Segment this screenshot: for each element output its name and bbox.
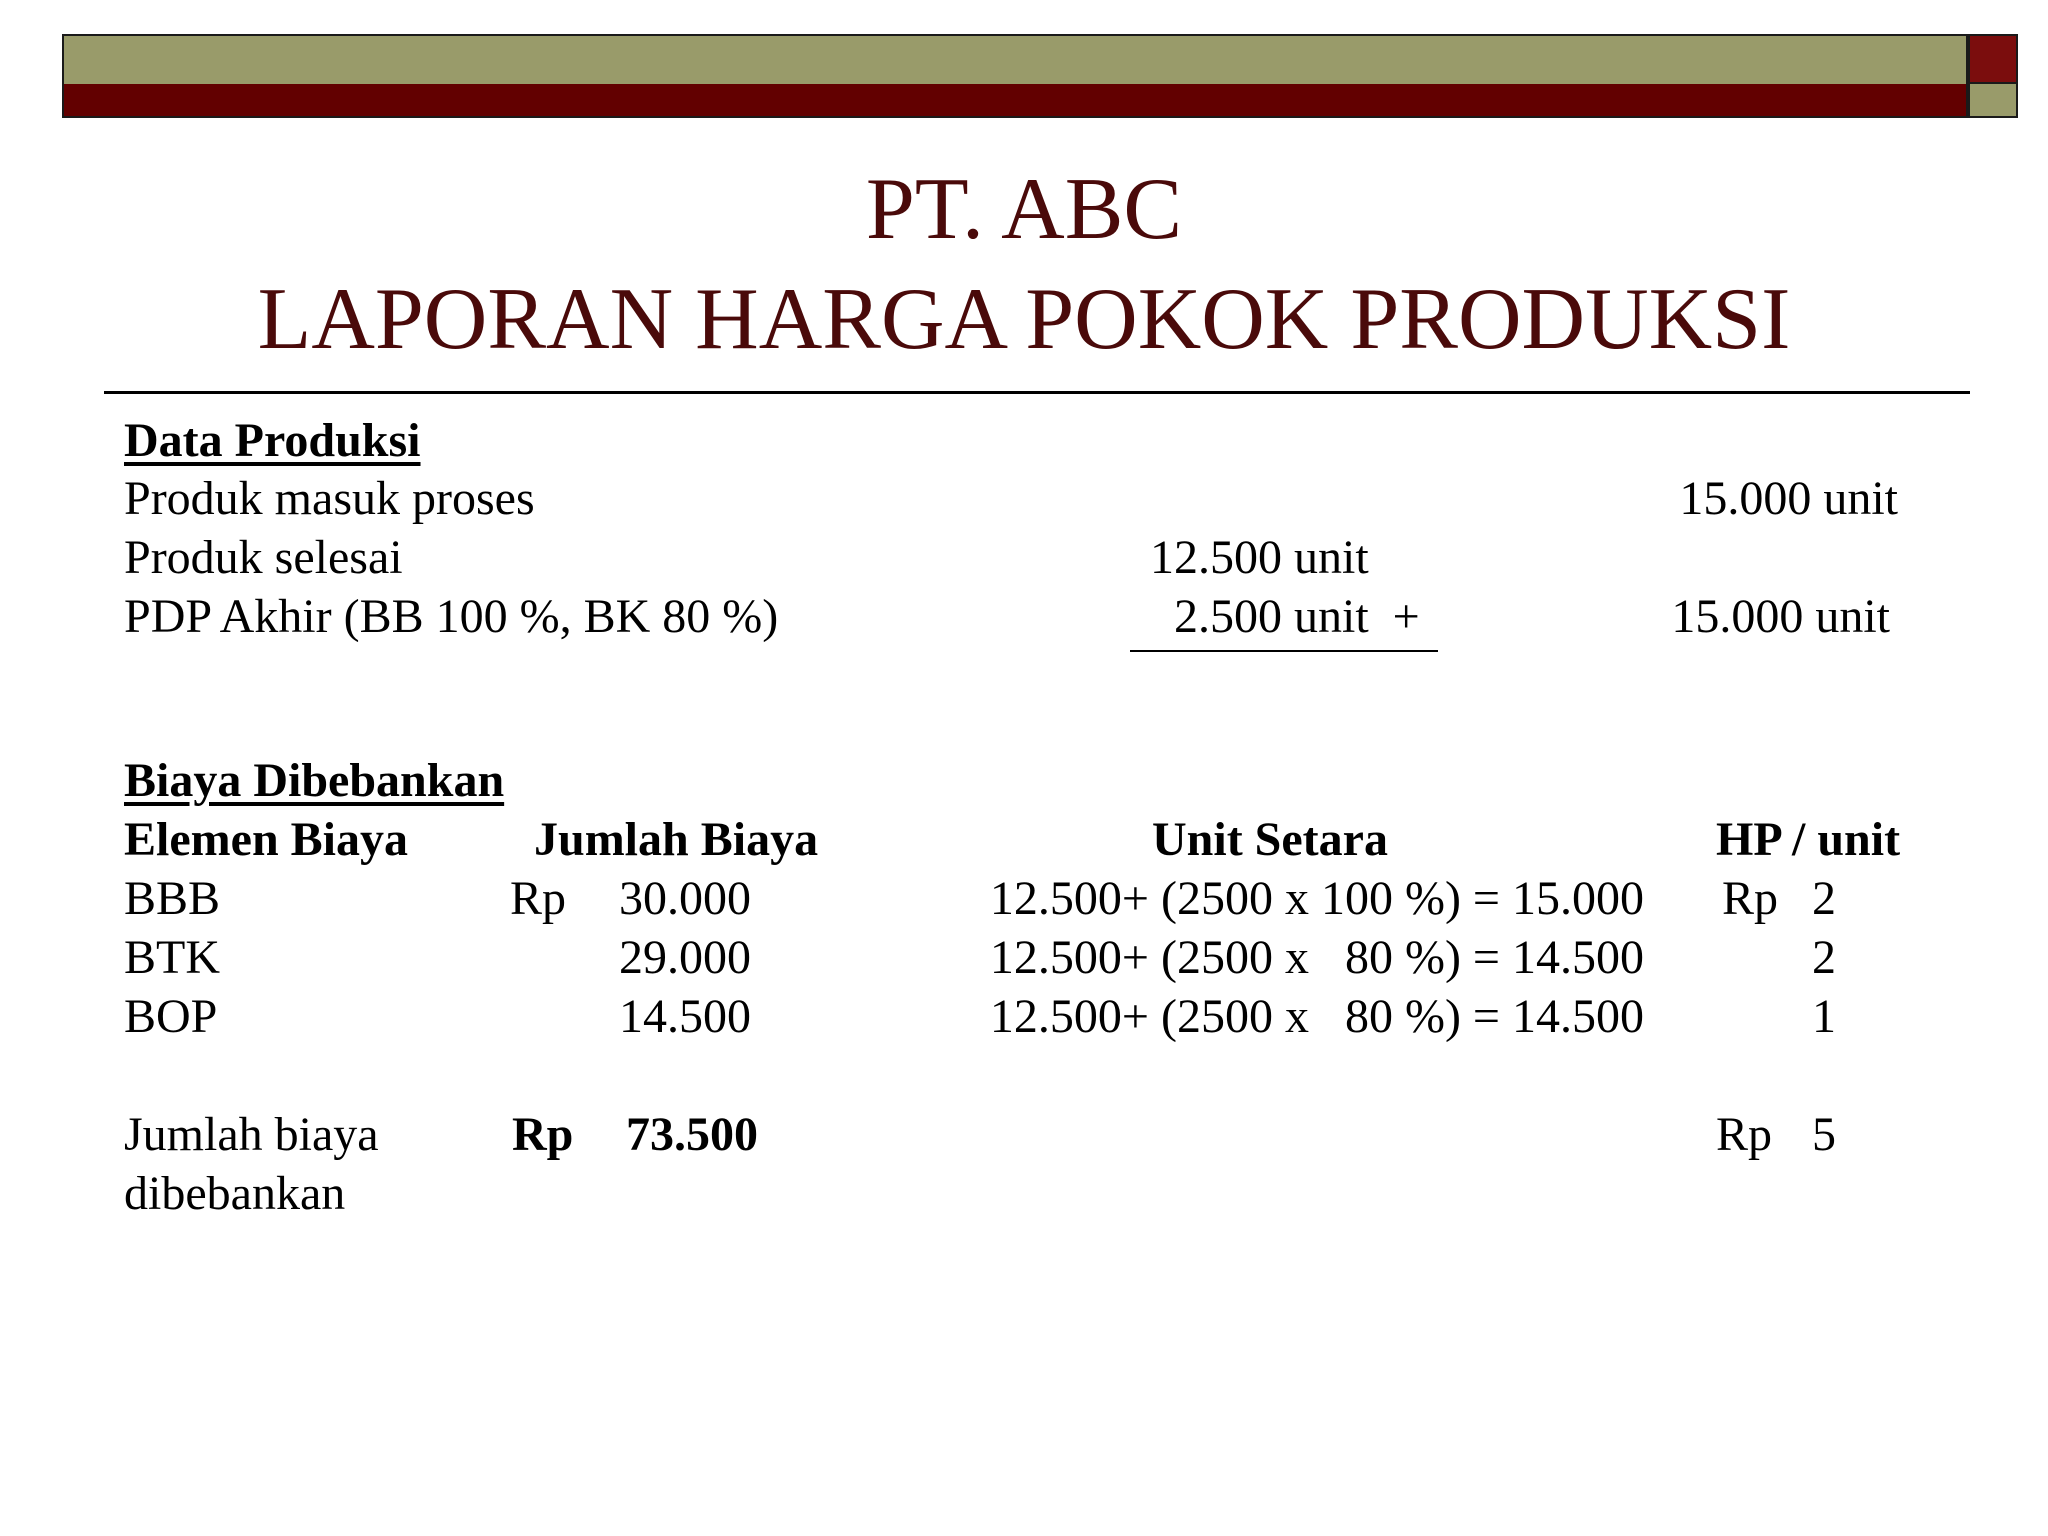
cost-row-rp: Rp: [510, 872, 567, 925]
header-bar-olive: [62, 34, 1968, 84]
row-value-produk-selesai: 12.500 unit: [1150, 531, 1369, 584]
cost-row-elemen: BTK: [124, 931, 220, 984]
slide-title-company: PT. ABC: [865, 161, 1183, 258]
total-rp: Rp: [512, 1108, 574, 1161]
sum-underline: [1130, 650, 1438, 652]
col-header-jumlah: Jumlah Biaya: [534, 813, 819, 866]
total-label-line2: dibebankan: [124, 1167, 346, 1220]
header-bar-maroon: [62, 84, 1968, 118]
total-hp: 5: [1812, 1108, 1836, 1161]
row-value-pdp-akhir: 2.500 unit +: [1174, 590, 1420, 643]
slide-title-report: LAPORAN HARGA POKOK PRODUKSI: [257, 271, 1791, 368]
cost-row-hp: 1: [1812, 990, 1836, 1043]
row-label-produk-masuk: Produk masuk proses: [124, 472, 535, 525]
cost-row-hp-rp: Rp: [1722, 872, 1779, 925]
col-header-unit-setara: Unit Setara: [1152, 813, 1388, 866]
col-header-hp-unit: HP / unit: [1716, 813, 1901, 866]
cost-row-hp: 2: [1812, 872, 1836, 925]
total-jumlah: 73.500: [626, 1108, 758, 1161]
header-square-olive: [1968, 84, 2018, 118]
row-value-produk-masuk: 15.000 unit: [1679, 472, 1898, 525]
cost-row-jumlah: 30.000: [619, 872, 751, 925]
section-heading-biaya: Biaya Dibebankan: [124, 754, 505, 807]
cost-row-unit-setara: 12.500+ (2500 x 80 %) = 14.500: [989, 990, 1644, 1043]
row-label-pdp-akhir: PDP Akhir (BB 100 %, BK 80 %): [124, 590, 779, 643]
total-hp-rp: Rp: [1716, 1108, 1773, 1161]
cost-row-elemen: BBB: [124, 872, 221, 925]
header-square-maroon: [1968, 34, 2018, 84]
cost-row-jumlah: 29.000: [619, 931, 751, 984]
row-total-produksi: 15.000 unit: [1671, 590, 1890, 643]
cost-row-unit-setara: 12.500+ (2500 x 80 %) = 14.500: [989, 931, 1644, 984]
cost-row-elemen: BOP: [124, 990, 218, 1043]
title-divider: [104, 391, 1970, 394]
section-heading-data-produksi: Data Produksi: [124, 414, 421, 467]
row-label-produk-selesai: Produk selesai: [124, 531, 403, 584]
total-label-line1: Jumlah biaya: [124, 1108, 379, 1161]
cost-row-jumlah: 14.500: [619, 990, 751, 1043]
cost-row-hp: 2: [1812, 931, 1836, 984]
cost-row-unit-setara: 12.500+ (2500 x 100 %) = 15.000: [989, 872, 1644, 925]
col-header-elemen: Elemen Biaya: [124, 813, 408, 866]
